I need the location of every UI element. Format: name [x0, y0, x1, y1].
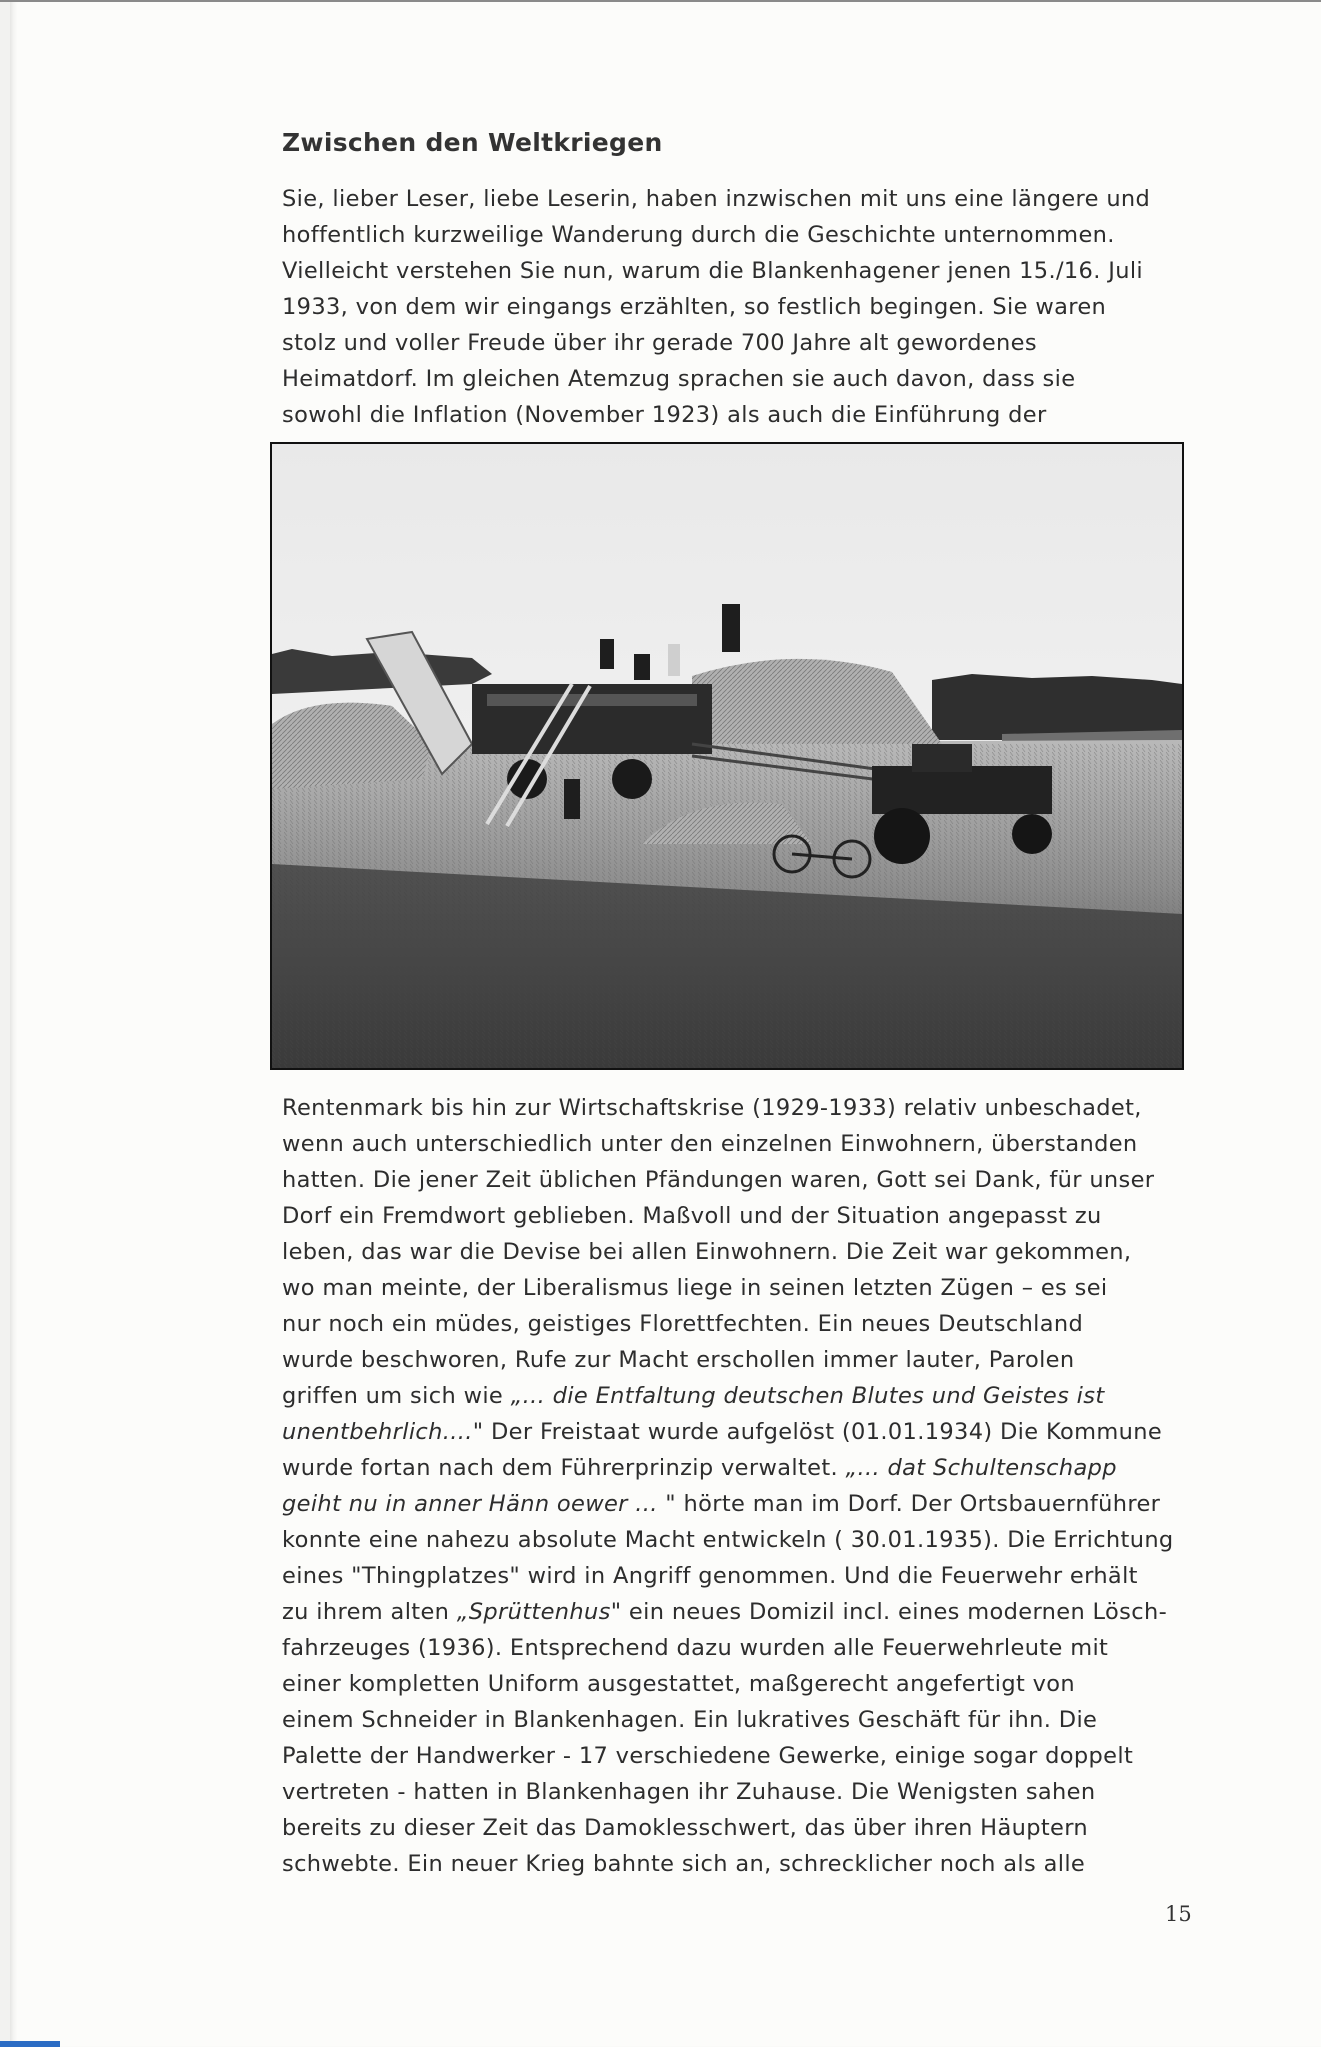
- text-segment: Der Freistaat wurde aufgelöst (01.01.1934) Die Kommune: [483, 1419, 1163, 1445]
- text-line: [282, 1450, 1182, 1486]
- text-line: vertreten - hatten in Blankenhagen ihr Zuhause. Die Wenigsten sahen: [282, 1779, 1096, 1805]
- text-line: einem Schneider in Blankenhagen. Ein lukratives Geschäft für ihn. Die: [282, 1707, 1098, 1733]
- text-segment: zu ihrem alten: [282, 1599, 457, 1625]
- scan-edge-mark: [0, 2041, 60, 2047]
- text-segment: wurde fortan nach dem Führerprinzip verwaltet.: [282, 1455, 846, 1481]
- text-line: 1933, von dem wir eingangs erzählten, so festlich begingen. Sie waren: [282, 294, 1107, 320]
- text-line: Sie, lieber Leser, liebe Leserin, haben inzwischen mit uns eine längere und: [282, 186, 1151, 212]
- text-line: konnte eine nahezu absolute Macht entwickeln ( 30.01.1935). Die Errichtung: [282, 1527, 1174, 1553]
- text-line: wurde beschworen, Rufe zur Macht erschollen immer lauter, Parolen: [282, 1347, 1075, 1373]
- text-line: [282, 1486, 1182, 1522]
- text-line: Vielleicht verstehen Sie nun, warum die Blankenhagener jenen 15./16. Juli: [282, 258, 1144, 284]
- quote-text: geiht nu in anner Hänn oewer ... ": [282, 1491, 676, 1517]
- text-line: fahrzeuges (1936). Entsprechend dazu wurden alle Feuerwehrleute mit: [282, 1635, 1109, 1661]
- text-segment: hörte man im Dorf. Der Ortsbauernführer: [676, 1491, 1161, 1517]
- text-line: hatten. Die jener Zeit üblichen Pfändungen waren, Gott sei Dank, für unser: [282, 1167, 1155, 1193]
- quote-text: „... dat Schultenschapp: [845, 1455, 1117, 1481]
- text-line: leben, das war die Devise bei allen Einwohnern. Die Zeit war gekommen,: [282, 1239, 1132, 1265]
- text-line: wo man meinte, der Liberalismus liege in seinen letzten Zügen – es sei: [282, 1275, 1108, 1301]
- quote-text: „Sprüttenhus": [456, 1599, 622, 1625]
- quote-text: unentbehrlich....": [282, 1419, 484, 1445]
- text-line: Rentenmark bis hin zur Wirtschaftskrise (1929-1933) relativ unbeschadet,: [282, 1095, 1142, 1121]
- text-line: [282, 1414, 1182, 1450]
- top-edge-rule: [0, 0, 1321, 2]
- text-segment: griffen um sich wie: [282, 1383, 511, 1409]
- text-line: eines "Thingplatzes" wird in Angriff genommen. Und die Feuerwehr erhält: [282, 1563, 1138, 1589]
- page-number: 15: [1165, 1902, 1192, 1926]
- text-line: Heimatdorf. Im gleichen Atemzug sprachen sie auch davon, dass sie: [282, 366, 1076, 392]
- text-line: [282, 1378, 1182, 1414]
- text-line: [282, 1594, 1182, 1630]
- harvest-photograph: [270, 442, 1184, 1070]
- text-line: stolz und voller Freude über ihr gerade 700 Jahre alt gewordenes: [282, 330, 1037, 356]
- text-line: einer kompletten Uniform ausgestattet, maßgerecht angefertigt von: [282, 1671, 1076, 1697]
- paragraph-top: [282, 181, 1182, 433]
- text-line: schwebte. Ein neuer Krieg bahnte sich an, schrecklicher noch als alle: [282, 1851, 1086, 1877]
- text-segment: ein neues Domizil incl. eines modernen Lösch-: [621, 1599, 1168, 1625]
- section-heading: Zwischen den Weltkriegen: [282, 128, 663, 157]
- text-line: bereits zu dieser Zeit das Damoklesschwert, das über ihren Häuptern: [282, 1815, 1089, 1841]
- text-line: Dorf ein Fremdwort geblieben. Maßvoll und der Situation angepasst zu: [282, 1203, 1102, 1229]
- text-line: nur noch ein müdes, geistiges Florettfechten. Ein neues Deutschland: [282, 1311, 1084, 1337]
- paragraph-bottom: [282, 1090, 1182, 1882]
- text-line: Palette der Handwerker - 17 verschiedene Gewerke, einige sogar doppelt: [282, 1743, 1134, 1769]
- quote-text: „... die Entfaltung deutschen Blutes und Geistes ist: [510, 1383, 1105, 1409]
- text-line: hoffentlich kurzweilige Wanderung durch die Geschichte unternommen.: [282, 222, 1115, 248]
- text-line: wenn auch unterschiedlich unter den einzelnen Einwohnern, überstanden: [282, 1131, 1138, 1157]
- text-line: sowohl die Inflation (November 1923) als auch die Einführung der: [282, 402, 1047, 428]
